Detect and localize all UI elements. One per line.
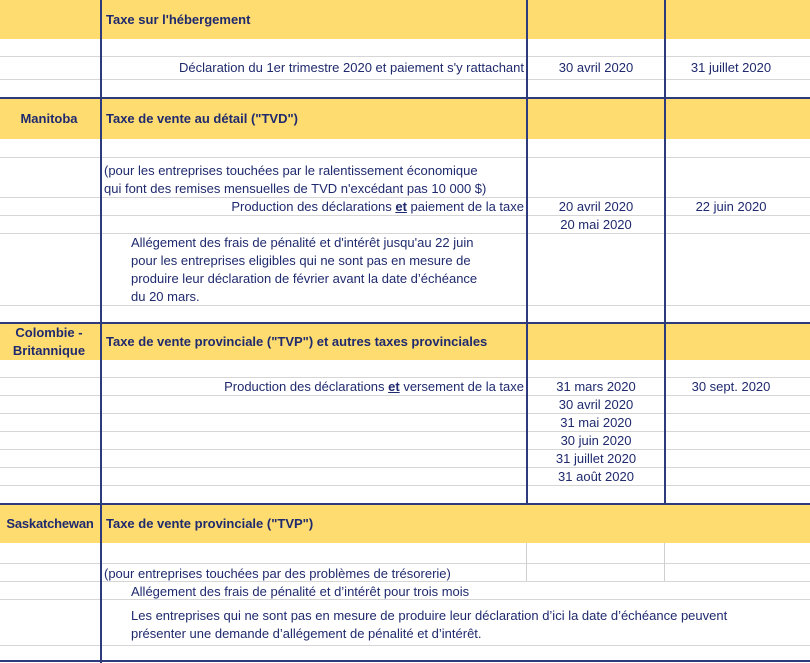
date-bc-2: 30 avril 2020 [558, 397, 634, 412]
row-desc-bc: Production des déclarations et versement de la taxe [224, 379, 524, 394]
province-saskatchewan: Saskatchewan [6, 516, 94, 531]
section-title-saskatchewan: Taxe de vente provinciale ("TVP") [106, 516, 314, 531]
date-bc-deadline: 30 sept. 2020 [691, 379, 771, 394]
date-bc-4: 30 juin 2020 [560, 433, 632, 448]
saskatchewan-relief: Allégement des frais de pénalité et d’intérêt pour trois mois [131, 584, 470, 599]
manitoba-relief-line2: pour les entreprises eligibles qui ne sont pas en mesure de [131, 253, 471, 268]
manitoba-relief-line4: du 20 mars. [131, 289, 200, 304]
saskatchewan-note: (pour entreprises touchées par des problèmes de trésorerie) [104, 566, 451, 581]
province-bc-line2: Britannique [12, 343, 86, 358]
date-accommodation-1: 30 avril 2020 [558, 60, 634, 75]
date-manitoba-2: 20 mai 2020 [560, 217, 632, 232]
manitoba-note-line1: (pour les entreprises touchées par le ralentissement économique [104, 163, 478, 178]
saskatchewan-info-line2: présenter une demande d’allégement de pénalité et d’intérêt. [131, 626, 482, 641]
manitoba-relief-line1: Allégement des frais de pénalité et d'intérêt jusqu'au 22 juin [131, 235, 474, 250]
province-manitoba: Manitoba [20, 111, 78, 126]
section-title-accommodation: Taxe sur l'hébergement [106, 12, 251, 27]
row-desc-manitoba: Production des déclarations et paiement de la taxe [231, 199, 524, 214]
date-accommodation-2: 31 juillet 2020 [690, 60, 772, 75]
date-bc-3: 31 mai 2020 [560, 415, 632, 430]
date-bc-5: 31 juillet 2020 [555, 451, 637, 466]
date-bc-6: 31 août 2020 [558, 469, 634, 484]
manitoba-relief-line3: produire leur déclaration de février avant la date d’échéance [131, 271, 478, 286]
row-desc-accommodation: Déclaration du 1er trimestre 2020 et paiement s'y rattachant [179, 60, 524, 75]
section-title-manitoba: Taxe de vente au détail ("TVD") [106, 111, 298, 126]
manitoba-note-line2: qui font des remises mensuelles de TVD n'excédant pas 10 000 $) [104, 181, 487, 196]
province-bc-line1: Colombie - [15, 325, 83, 340]
section-title-bc: Taxe de vente provinciale ("TVP") et autres taxes provinciales [106, 334, 488, 349]
date-manitoba-1: 20 avril 2020 [558, 199, 634, 214]
date-manitoba-deadline: 22 juin 2020 [695, 199, 767, 214]
saskatchewan-info-line1: Les entreprises qui ne sont pas en mesure de produire leur déclaration d’ici la date d’échéance peuvent [131, 608, 728, 623]
date-bc-1: 31 mars 2020 [556, 379, 636, 394]
